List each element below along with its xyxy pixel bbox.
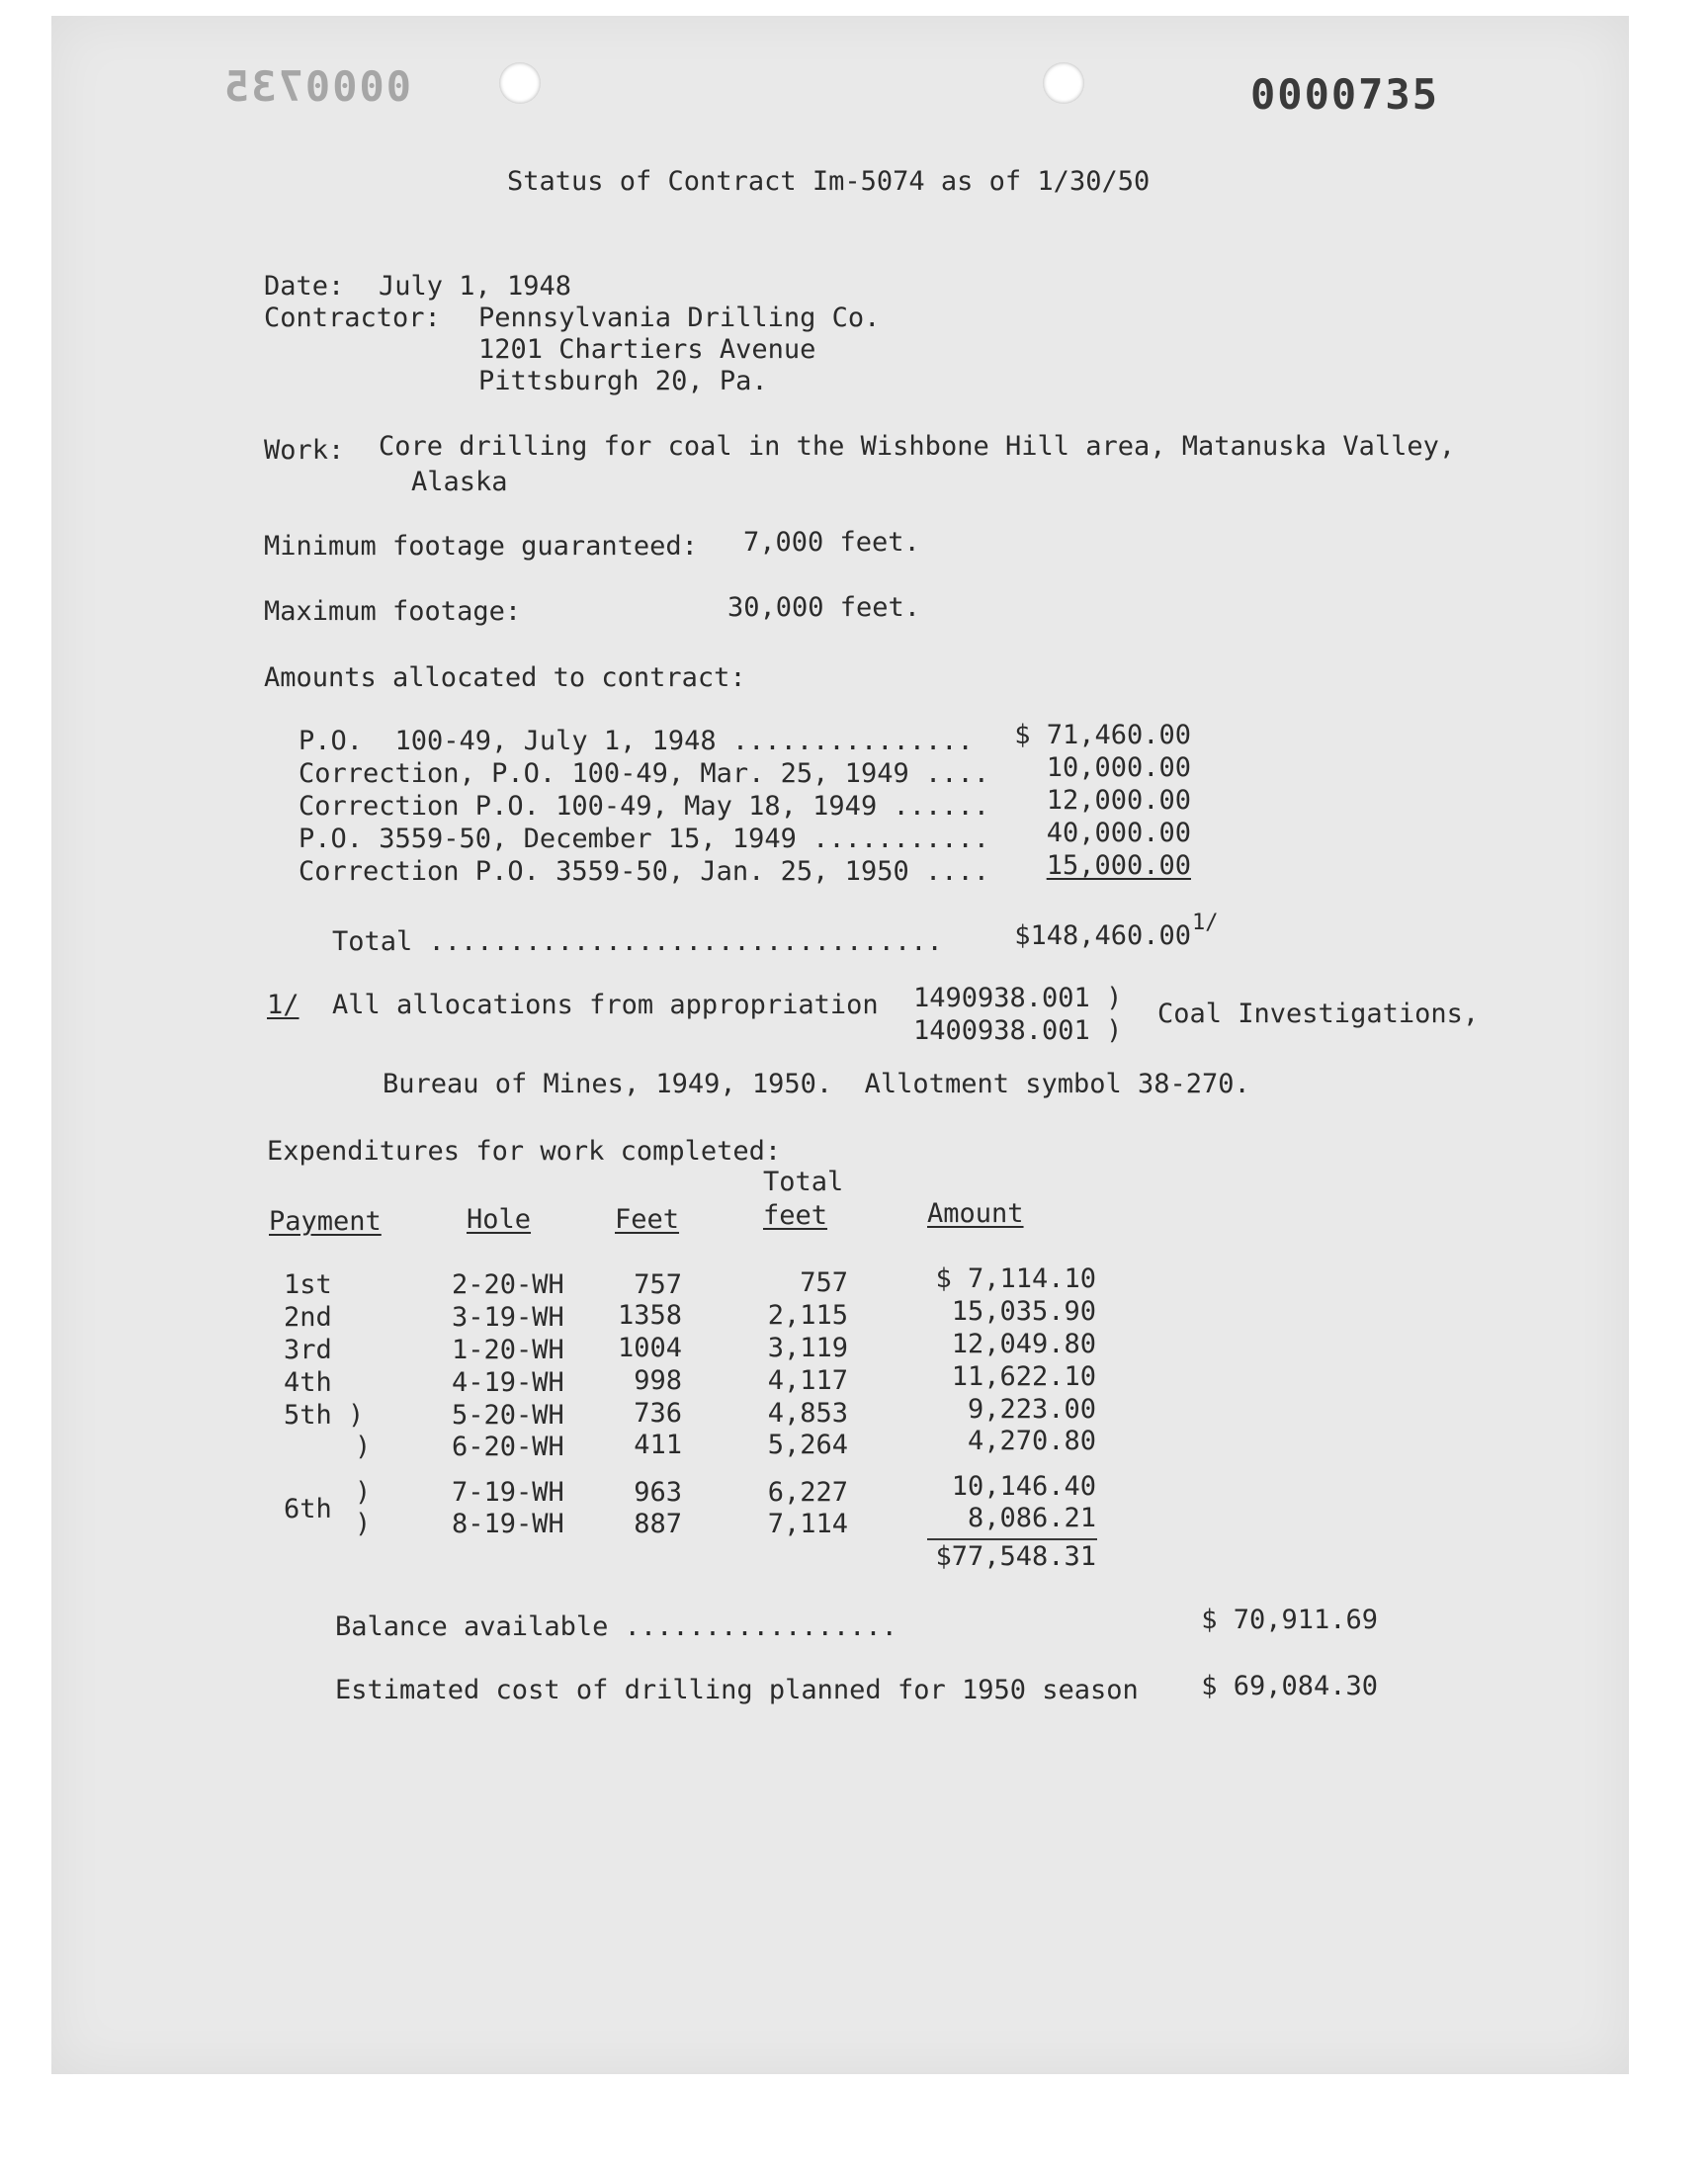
stamp-number-reversed: 0000735 (222, 62, 412, 111)
row-hole: 2-20-WH (452, 1269, 564, 1300)
row-hole: 3-19-WH (452, 1302, 564, 1333)
expenditures-heading: Expenditures for work completed: (267, 1136, 782, 1167)
allocations-heading: Amounts allocated to contract: (264, 662, 746, 693)
row-total: 4,853 (767, 1398, 848, 1429)
row-amount: 11,622.10 (951, 1361, 1096, 1392)
appropriation-1: 1490938.001 ) (913, 983, 1123, 1013)
column-header-total-bottom: feet (763, 1200, 828, 1231)
row-amount: 8,086.21 (967, 1503, 1096, 1533)
allocation-amount: 12,000.00 (1046, 785, 1191, 816)
column-header-amount: Amount (927, 1198, 1024, 1229)
allocation-total-label: Total ................................ (332, 926, 943, 957)
row-amount: 12,049.80 (951, 1329, 1096, 1359)
allocation-desc: P.O. 3559-50, December 15, 1949 ........... (299, 824, 989, 854)
max-footage-value: 30,000 feet. (727, 592, 921, 623)
min-footage-value: 7,000 feet. (743, 527, 920, 558)
row-feet: 411 (634, 1430, 682, 1460)
date-label: Date: (264, 271, 345, 302)
balance-label: Balance available ................. (335, 1611, 897, 1642)
footnote-right-text: Coal Investigations, (1157, 999, 1480, 1029)
row-feet: 736 (634, 1398, 682, 1429)
allocation-desc: Correction P.O. 3559-50, Jan. 25, 1950 .... (299, 856, 989, 887)
row-payment: 1st (284, 1269, 332, 1300)
row-feet: 963 (634, 1477, 682, 1508)
document-title: Status of Contract Im-5074 as of 1/30/50 (507, 166, 1151, 197)
column-header-feet: Feet (615, 1204, 680, 1235)
min-footage-label: Minimum footage guaranteed: (264, 531, 698, 562)
punch-hole-left (499, 62, 541, 104)
row-payment: 2nd (284, 1302, 332, 1333)
max-footage-label: Maximum footage: (264, 596, 522, 627)
row-payment: 5th ) (284, 1400, 365, 1431)
column-header-hole: Hole (467, 1204, 532, 1235)
estimate-value: $ 69,084.30 (1201, 1671, 1378, 1701)
row-total: 757 (800, 1267, 848, 1298)
row-payment: ) (355, 1432, 372, 1462)
allocation-amount: 15,000.00 (1046, 850, 1191, 881)
row-hole: 8-19-WH (452, 1509, 564, 1539)
row-total: 6,227 (767, 1477, 848, 1508)
row-payment: 4th (284, 1367, 332, 1398)
allocation-desc: P.O. 100-49, July 1, 1948 ............... (299, 726, 974, 756)
row-amount: 15,035.90 (951, 1296, 1096, 1327)
row-hole: 5-20-WH (452, 1400, 564, 1431)
row-total: 2,115 (767, 1300, 848, 1331)
row-total: 7,114 (767, 1509, 848, 1539)
row-feet: 887 (634, 1509, 682, 1539)
contractor-city: Pittsburgh 20, Pa. (478, 366, 768, 396)
column-header-payment: Payment (269, 1206, 382, 1237)
date-value: July 1, 1948 (379, 271, 572, 302)
contractor-name: Pennsylvania Drilling Co. (478, 303, 881, 333)
row-hole: 6-20-WH (452, 1432, 564, 1462)
row-payment: 3rd (284, 1335, 332, 1365)
allocation-total-value: $148,460.00 (1014, 920, 1191, 951)
allocation-amount: 40,000.00 (1046, 818, 1191, 848)
row-amount: 10,146.40 (951, 1471, 1096, 1502)
row-payment: ) (355, 1477, 372, 1508)
balance-value: $ 70,911.69 (1201, 1605, 1378, 1635)
contractor-street: 1201 Chartiers Avenue (478, 334, 816, 365)
row-feet: 757 (634, 1269, 682, 1300)
footnote-mark: 1/ (267, 990, 299, 1020)
contractor-label: Contractor: (264, 303, 441, 333)
row-hole: 1-20-WH (452, 1335, 564, 1365)
footnote-line-2: Bureau of Mines, 1949, 1950. Allotment symbol 38-270. (383, 1069, 1250, 1099)
allocation-desc: Correction P.O. 100-49, May 18, 1949 ...... (299, 791, 989, 822)
row-amount: $ 7,114.10 (935, 1263, 1096, 1294)
work-line-1: Core drilling for coal in the Wishbone Hill area, Matanuska Valley, (379, 431, 1456, 462)
allocation-desc: Correction, P.O. 100-49, Mar. 25, 1949 .... (299, 758, 989, 789)
estimate-label: Estimated cost of drilling planned for 1950 season (335, 1675, 1139, 1705)
row-total: 3,119 (767, 1333, 848, 1363)
punch-hole-right (1043, 62, 1084, 104)
footnote-text: All allocations from appropriation (332, 990, 879, 1020)
work-label: Work: (264, 435, 345, 466)
expenditures-total: $77,548.31 (935, 1541, 1096, 1572)
row-feet: 1358 (617, 1300, 682, 1331)
allocation-amount: $ 71,460.00 (1014, 720, 1191, 750)
stamp-number: 0000735 (1250, 70, 1440, 119)
appropriation-2: 1400938.001 ) (913, 1015, 1123, 1046)
row-payment: ) (355, 1509, 372, 1539)
row-hole: 4-19-WH (452, 1367, 564, 1398)
work-line-2: Alaska (411, 467, 508, 497)
row-total: 5,264 (767, 1430, 848, 1460)
row-feet: 1004 (617, 1333, 682, 1363)
row-feet: 998 (634, 1365, 682, 1396)
row-total: 4,117 (767, 1365, 848, 1396)
sixth-payment-label: 6th (284, 1494, 332, 1524)
allocation-amount: 10,000.00 (1046, 752, 1191, 783)
row-amount: 4,270.80 (967, 1426, 1096, 1456)
expenditures-total-rule (927, 1538, 1097, 1540)
row-amount: 9,223.00 (967, 1394, 1096, 1425)
row-hole: 7-19-WH (452, 1477, 564, 1508)
column-header-total-top: Total (763, 1167, 844, 1197)
allocation-total-footnote-mark: 1/ (1192, 911, 1219, 935)
